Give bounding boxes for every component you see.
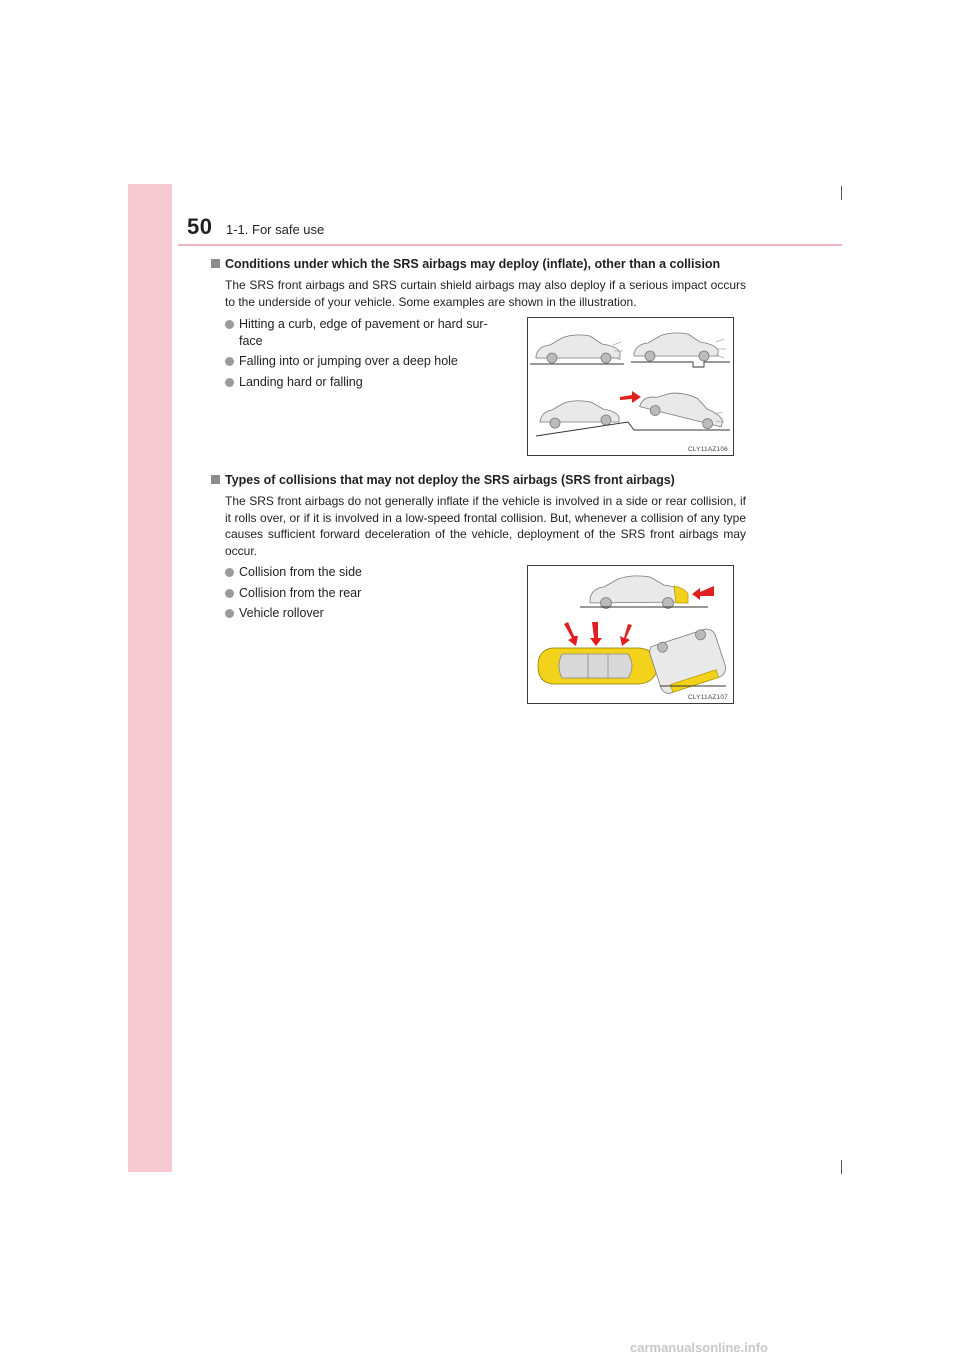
- car-side-collision-icon: [538, 648, 658, 684]
- figure-code: CLY11AZ107: [687, 694, 728, 701]
- car-rear-collision-icon: [590, 576, 688, 609]
- square-bullet-icon: [211, 475, 220, 484]
- crop-mark-bottom: [841, 1160, 842, 1174]
- bullet-dot-icon: [225, 568, 234, 577]
- car-curb-icon: [536, 335, 620, 363]
- bullet-dot-icon: [225, 589, 234, 598]
- side-tab: [128, 184, 172, 1172]
- car-pavement-edge-icon: [634, 333, 718, 361]
- collision-types-illustration: [528, 566, 733, 703]
- bullet-dot-icon: [225, 320, 234, 329]
- list-item: Landing hard or falling: [225, 374, 510, 391]
- heading-conditions-text: Conditions under which the SRS airbags may deploy (inflate), other than a collision: [225, 257, 721, 271]
- list-item: Collision from the side: [225, 564, 510, 581]
- heading-types-of-collisions: [211, 473, 675, 487]
- figure-collision-types: [527, 565, 734, 704]
- list-item: Vehicle rollover: [225, 605, 510, 622]
- square-bullet-icon: [211, 259, 220, 268]
- bullet-dot-icon: [225, 357, 234, 366]
- bullet-dot-icon: [225, 378, 234, 387]
- bullet-list-conditions: [225, 316, 510, 394]
- list-item: Collision from the rear: [225, 585, 510, 602]
- paragraph-conditions: The SRS front airbags and SRS curtain shield airbags may also deploy if a serious impact occurs to the underside of your vehicle. Some examples are shown in the illustration.: [225, 278, 746, 309]
- car-landing-icon: [540, 401, 619, 428]
- page-number: 50: [187, 214, 213, 239]
- paragraph-types-of-collisions: The SRS front airbags do not generally inflate if the vehicle is involved in a side or rear collision, if it rolls over, or if it is involved in a low-speed frontal collision. But, whenever a collision of any type causes sufficient forward deceleration of the vehicle, deployment of the SRS front airbags may occur.: [225, 494, 746, 558]
- figure-code: CLY11AZ106: [687, 446, 728, 453]
- bullet-list-collisions: [225, 564, 510, 626]
- rear-impact-arrow-icon: [692, 586, 714, 600]
- car-falling-icon: [638, 384, 726, 432]
- bullet-dot-icon: [225, 609, 234, 618]
- header-rule: [178, 244, 842, 246]
- watermark: carmanualsonline.info: [630, 1340, 768, 1355]
- car-rollover-icon: [648, 626, 728, 696]
- crop-mark-top: [841, 186, 842, 200]
- list-item: Hitting a curb, edge of pavement or hard sur- face: [225, 316, 510, 349]
- heading-types-text: Types of collisions that may not deploy the SRS airbags (SRS front airbags): [225, 473, 675, 487]
- side-impact-arrows-icon: [564, 622, 632, 646]
- figure-underbody-impacts: [527, 317, 734, 456]
- heading-conditions: [211, 257, 720, 271]
- underbody-impacts-illustration: [528, 318, 733, 455]
- section-title: 1-1. For safe use: [226, 222, 325, 237]
- impact-arrow-icon: [620, 391, 641, 403]
- list-item: Falling into or jumping over a deep hole: [225, 353, 510, 370]
